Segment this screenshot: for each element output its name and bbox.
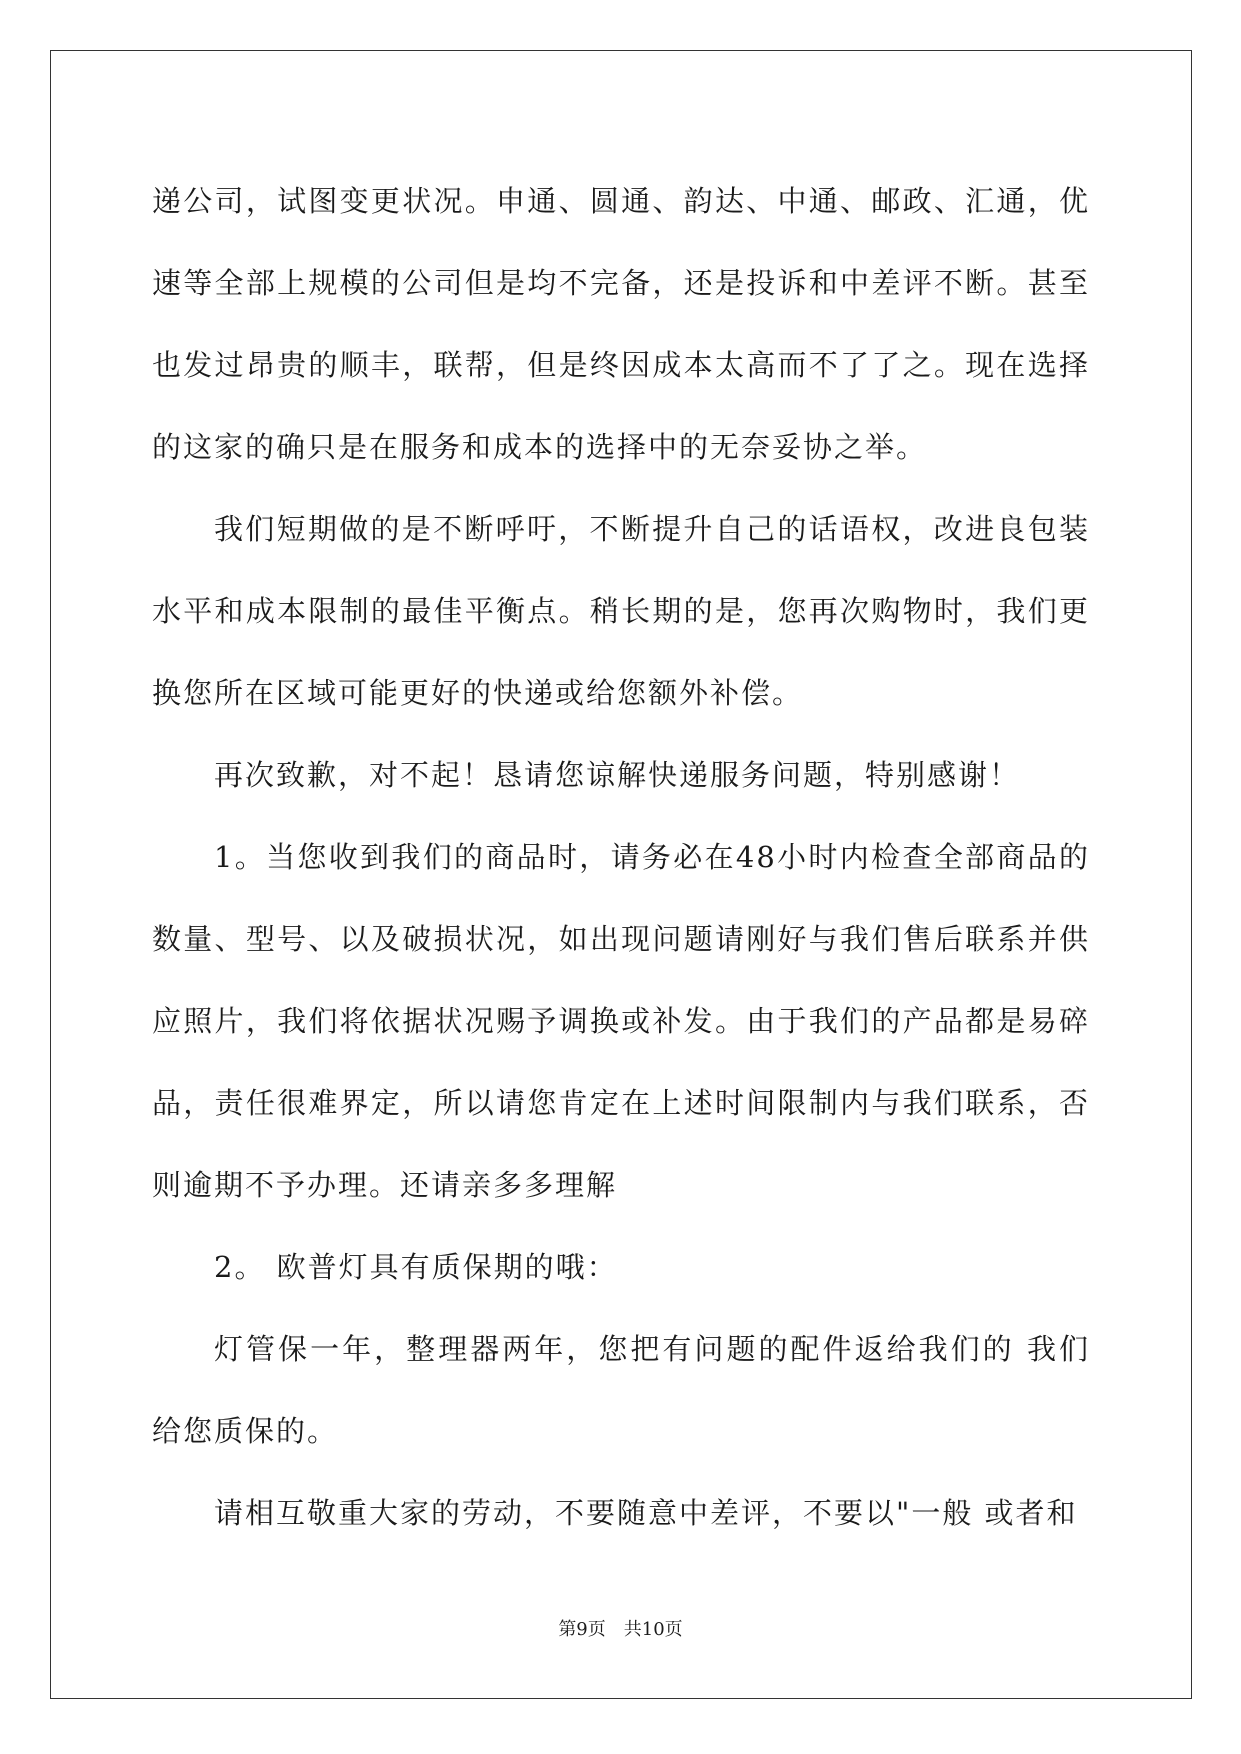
paragraph-improvement-plan: 我们短期做的是不断呼吁，不断提升自己的话语权，改进良包装水平和成本限制的最佳平衡点。稍长期的是，您再次购物时，我们更换您所在区域可能更好的快递或给您额外补偿。 [152,512,1090,710]
paragraph-warranty-terms: 灯管保一年，整理器两年，您把有问题的配件返给我们的 我们给您质保的。 [152,1332,1090,1448]
paragraph-review-request: 请相互敬重大家的劳动，不要随意中差评，不要以"一般 或者和 [214,1496,1078,1530]
document-body [152,160,1090,1554]
paragraph-courier-history: 递公司，试图变更状况。申通、圆通、韵达、中通、邮政、汇通，优速等全部上规模的公司但是均不完备，还是投诉和中差评不断。甚至也发过昂贵的顺丰，联帮，但是终因成本太高而不了了之。现在选择的这家的确只是在服务和成本的选择中的无奈妥协之举。 [152,184,1090,464]
paragraph-apology: 再次致歉，对不起！恳请您谅解快递服务问题，特别感谢！ [214,758,1021,792]
paragraph-inspection-notice: 1。当您收到我们的商品时，请务必在48小时内检查全部商品的数量、型号、以及破损状况，如出现问题请刚好与我们售后联系并供应照片，我们将依据状况赐予调换或补发。由于我们的产品都是易碎品，责任很难界定，所以请您肯定在上述时间限制内与我们联系，否则逾期不予办理。还请亲多多理解 [152,840,1090,1202]
paragraph-warranty-heading: 2。 欧普灯具有质保期的哦： [214,1250,618,1284]
page-footer [0,1618,1241,1642]
page-number: 第9页 [558,1619,606,1640]
page-total: 共10页 [623,1619,683,1640]
